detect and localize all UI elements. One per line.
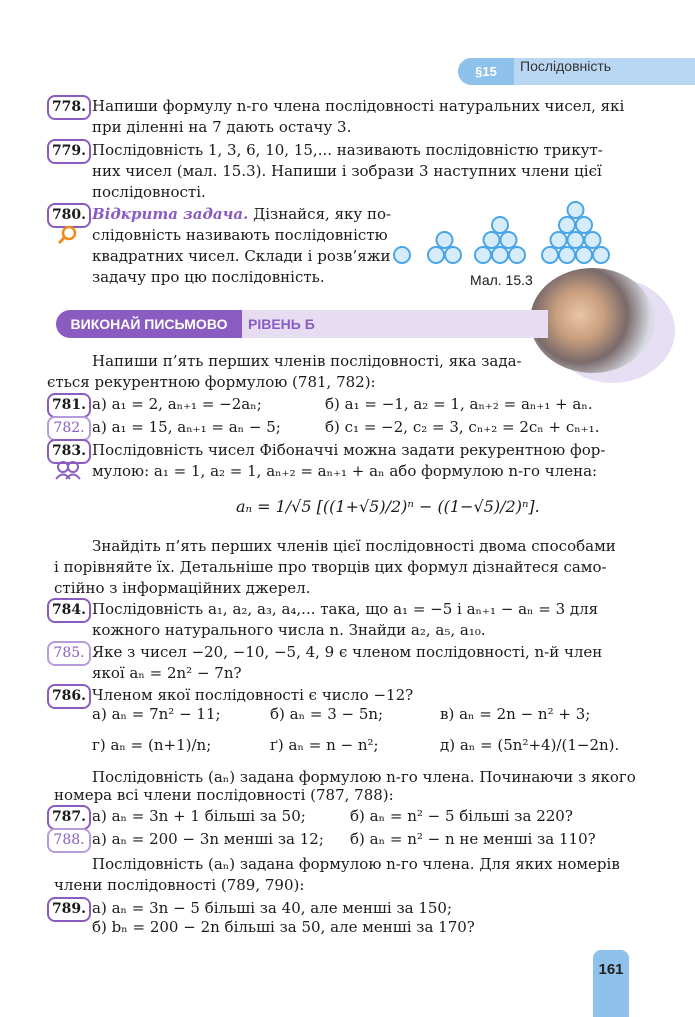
open-task-label: Відкрита задача. [92, 205, 249, 223]
instruction-text: ється рекурентною формулою (781, 782): [47, 373, 376, 391]
problem-text: них чисел (мал. 15.3). Напиши і зобрази 3 наступних члени цієї [92, 162, 602, 180]
instruction-text: номера всі члени послідовності (787, 788): [54, 786, 394, 804]
problem-option-d: д) aₙ = (5n²+4)/(1−2n). [440, 736, 620, 754]
section-banner [56, 310, 546, 338]
instruction-text: Послідовність (aₙ) задана формулою n-го члена. Для яких номерів [92, 855, 620, 873]
problem-number: 782. [47, 416, 91, 441]
problem-number: 785. [47, 641, 91, 666]
instruction-text: Напиши п’ять перших членів послідовності, яка зада- [92, 352, 522, 370]
problem-text: Членом якої послідовності є число −12? [92, 686, 414, 704]
section-badge: §15 [458, 58, 514, 85]
problem-option-a: а) aₙ = 3n + 1 більші за 50; [92, 807, 306, 825]
triangle-1 [394, 247, 410, 263]
problem-option-g: г) aₙ = (n+1)/n; [92, 736, 212, 754]
banner-level: РІВЕНЬ Б [242, 310, 548, 338]
problem-text: Напиши формулу n-го члена послідовності натуральних чисел, які [92, 97, 625, 115]
problem-number: 778. [47, 95, 91, 120]
problem-text: Знайдіть п’ять перших членів цієї послідовності двома способами [92, 537, 616, 555]
instruction-text: Послідовність (aₙ) задана формулою n-го члена. Починаючи з якого [92, 768, 636, 786]
problem-text: Послідовність чисел Фібоначчі можна задати рекурентною фор- [92, 441, 606, 459]
problem-option-gg: ґ) aₙ = n − n²; [270, 736, 379, 754]
triangle-6 [475, 217, 525, 263]
problem-number: 784. [47, 598, 91, 623]
problem-text: при діленні на 7 дають остачу 3. [92, 118, 352, 136]
problem-text: слідовність називають послідовністю [92, 226, 388, 244]
banner-write: ВИКОНАЙ ПИСЬМОВО [56, 310, 242, 338]
problem-text: задачу про цю послідовність. [92, 268, 325, 286]
problem-text: квадратних чисел. Склади і розв’яжи [92, 247, 391, 265]
problem-text: якої aₙ = 2n² − 7n? [92, 664, 242, 682]
problem-text-part: Дізнайся, яку по- [253, 205, 392, 223]
problem-number: 779. [47, 139, 91, 164]
problem-text: Яке з чисел −20, −10, −5, 4, 9 є членом послідовності, n-й член [92, 643, 603, 661]
problem-option-b: б) c₁ = −2, c₂ = 3, cₙ₊₂ = 2cₙ + cₙ₊₁. [325, 418, 600, 436]
students-photo [530, 268, 655, 373]
problem-option-a: а) a₁ = 15, aₙ₊₁ = aₙ − 5; [92, 418, 281, 436]
problem-option-a: а) aₙ = 3n − 5 більші за 40, але менші за 150; [92, 899, 453, 917]
problem-option-b: б) aₙ = n² − n не менші за 110? [350, 830, 596, 848]
triangle-10 [542, 202, 609, 263]
problem-text: Послідовність 1, 3, 6, 10, 15,... називають послідовністю трикут- [92, 141, 603, 159]
problem-option-a: а) aₙ = 200 − 3n менші за 12; [92, 830, 324, 848]
problem-number: 789. [47, 897, 91, 922]
triangle-3 [428, 232, 461, 263]
problem-option-b: б) bₙ = 200 − 2n більші за 50, але менші за 170? [92, 918, 475, 936]
problem-number: 787. [47, 805, 91, 830]
figure-caption: Мал. 15.3 [470, 272, 533, 288]
problem-option-b: б) aₙ = 3 − 5n; [270, 705, 384, 723]
problem-text: і порівняйте їх. Детальніше про творців цих формул дізнайтеся само- [54, 558, 607, 576]
problem-text: послідовності. [92, 183, 206, 201]
problem-number: 783. [47, 439, 91, 464]
section-title: Послідовність [520, 58, 612, 74]
problem-text: Послідовність a₁, a₂, a₃, a₄,... така, що a₁ = −5 і aₙ₊₁ − aₙ = 3 для [92, 600, 599, 618]
page-number: 161 [593, 950, 629, 1017]
fibonacci-formula: aₙ = 1/√5 [((1+√5)/2)ⁿ − ((1−√5)/2)ⁿ]. [236, 497, 540, 516]
magnifier-icon [56, 224, 78, 246]
triangular-numbers-figure [390, 200, 630, 270]
problem-option-b: б) aₙ = n² − 5 більші за 220? [350, 807, 573, 825]
problem-text: мулою: a₁ = 1, a₂ = 1, aₙ₊₂ = aₙ₊₁ + aₙ або формулою n-го члена: [92, 462, 598, 480]
problem-option-v: в) aₙ = 2n − n² + 3; [440, 705, 591, 723]
problem-number: 786. [47, 684, 91, 709]
problem-text: кожного натурального числа n. Знайди a₂, a₅, a₁₀. [92, 621, 486, 639]
instruction-text: члени послідовності (789, 790): [54, 876, 305, 894]
problem-text [92, 204, 391, 225]
problem-number: 788. [47, 828, 91, 853]
problem-option-b: б) a₁ = −1, a₂ = 1, aₙ₊₂ = aₙ₊₁ + aₙ. [325, 395, 593, 413]
problem-option-a: а) a₁ = 2, aₙ₊₁ = −2aₙ; [92, 395, 262, 413]
problem-option-a: а) aₙ = 7n² − 11; [92, 705, 221, 723]
problem-number: 781. [47, 393, 91, 418]
problem-text: стійно з інформаційних джерел. [54, 579, 311, 597]
group-work-icon [54, 460, 82, 480]
problem-number: 780. [47, 203, 91, 228]
